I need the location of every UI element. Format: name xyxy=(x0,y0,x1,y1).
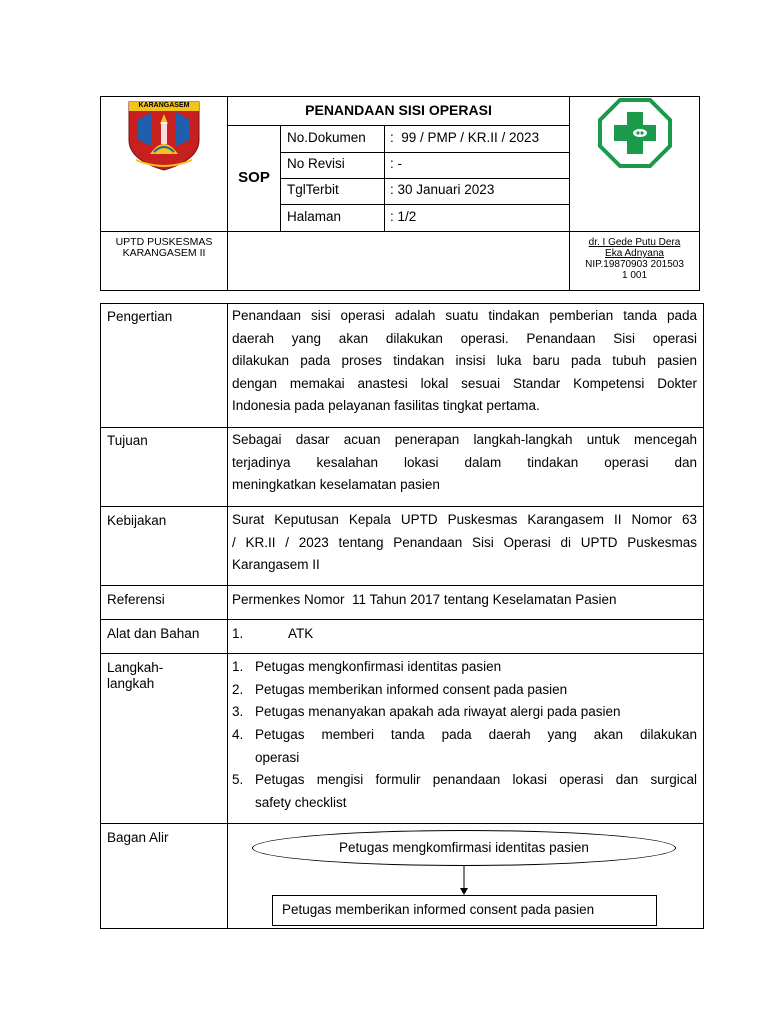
pengertian-text xyxy=(232,305,697,418)
row-label xyxy=(107,660,163,692)
sop-label: SOP xyxy=(238,169,270,186)
row-label: Bagan Alir xyxy=(107,830,169,845)
signer-block xyxy=(570,237,699,281)
text-line: Sebagai dasar acuan penerapan langkah-langkah untuk mencegah xyxy=(232,432,697,447)
text-line: Penandaan sisi operasi adalah suatu tindakan pemberian tanda pada xyxy=(232,308,697,323)
flow-box-text: Petugas memberikan informed consent pada pasien xyxy=(282,902,595,917)
doc-row-label: Halaman xyxy=(287,209,342,224)
doc-row-label: No Revisi xyxy=(287,156,345,171)
step-text: Petugas menanyakan apakah ada riwayat alergi pada pasien xyxy=(255,704,621,719)
signer-name: dr. I Gede Putu Dera xyxy=(588,237,681,248)
doc-row-value: : 1/2 xyxy=(390,209,417,224)
signer-name: Eka Adnyana xyxy=(605,248,664,259)
puskesmas-logo xyxy=(598,98,672,168)
text-line: Surat Keputusan Kepala UPTD Puskesmas Karangasem II Nomor 63 xyxy=(232,512,697,527)
step-number: 2. xyxy=(232,682,244,697)
row-label: Kebijakan xyxy=(107,513,167,528)
signer-nip: 1 001 xyxy=(621,270,648,281)
unit-line: UPTD PUSKESMAS xyxy=(115,236,213,248)
step-text: safety checklist xyxy=(255,795,347,810)
doc-row-value: : 99 / PMP / KR.II / 2023 xyxy=(390,130,540,145)
unit-line: KARANGASEM II xyxy=(122,247,206,259)
step-text: operasi xyxy=(255,750,300,765)
text-line: Karangasem II xyxy=(232,557,320,572)
text-line: terjadinya kesalahan lokasi dalam tindakan operasi dan xyxy=(232,454,697,470)
text-line: Indonesia pada pelayanan fasilitas tingkat pertama. xyxy=(232,398,540,413)
signer-nip: NIP.19870903 201503 xyxy=(585,259,684,270)
step-number: 4. xyxy=(232,727,244,742)
unit-name xyxy=(101,237,227,259)
text-line: dengan memakai anastesi lokal sesuai Standar Kompetensi Dokter xyxy=(232,375,697,391)
karangasem-logo xyxy=(126,100,202,172)
text-line: dilakukan pada proses tindakan insisi luka baru pada tubuh pasien xyxy=(232,353,697,368)
doc-row-value: : 30 Januari 2023 xyxy=(390,182,495,197)
document-title: PENANDAAN SISI OPERASI xyxy=(305,102,492,118)
kebijakan-text xyxy=(232,509,697,577)
step-number: 3. xyxy=(232,704,244,719)
row-label: Referensi xyxy=(107,592,165,607)
step-text: Petugas memberikan informed consent pada pasien xyxy=(255,682,568,697)
doc-row-label: TglTerbit xyxy=(287,182,339,197)
step-number: 1. xyxy=(232,659,244,674)
doc-row-value: : - xyxy=(390,156,402,171)
row-label: Pengertian xyxy=(107,309,173,324)
step-number: 5. xyxy=(232,772,244,787)
text-line: daerah yang akan dilakukan operasi. Penandaan Sisi operasi xyxy=(232,330,697,346)
flow-arrow xyxy=(458,866,470,896)
step-text: Petugas mengisi formulir penandaan lokasi operasi dan surgical xyxy=(255,772,697,787)
tujuan-text xyxy=(232,429,697,497)
referensi-text: Permenkes Nomor 11 Tahun 2017 tentang Keselamatan Pasien xyxy=(232,592,617,607)
text-line: meningkatkan keselamatan pasien xyxy=(232,477,440,492)
text-line: / KR.II / 2023 tentang Penandaan Sisi Operasi di UPTD Puskesmas xyxy=(232,534,697,550)
label-line: Langkah- xyxy=(107,660,164,675)
label-line: langkah xyxy=(107,676,155,691)
step-text: Petugas mengkonfirmasi identitas pasien xyxy=(255,659,502,674)
doc-row-label: No.Dokumen xyxy=(287,130,366,145)
alat-number: 1. xyxy=(232,626,244,641)
logo-label: KARANGASEM xyxy=(138,102,190,109)
flow-oval-text: Petugas mengkomfirmasi identitas pasien xyxy=(339,840,589,855)
row-label: Tujuan xyxy=(107,433,148,448)
alat-item: ATK xyxy=(288,626,314,641)
step-text: Petugas memberi tanda pada daerah yang akan dilakukan xyxy=(255,727,697,742)
row-label: Alat dan Bahan xyxy=(107,626,200,641)
